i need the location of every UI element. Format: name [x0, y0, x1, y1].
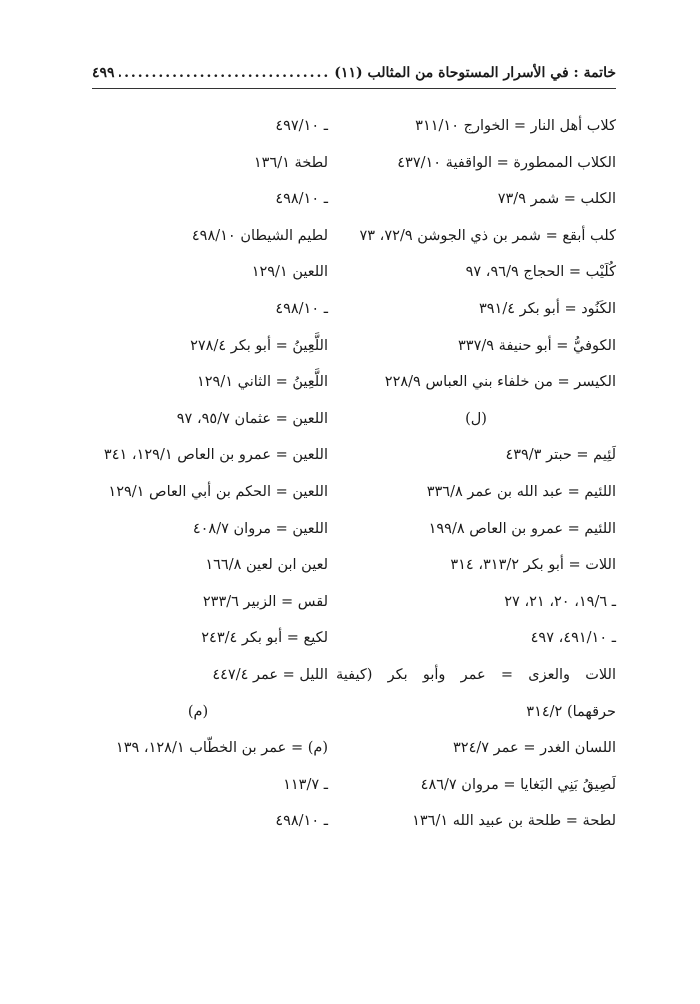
header-dot-leader — [119, 65, 331, 81]
header-rule — [92, 88, 616, 89]
index-entry: الكلب = شمر ٧٣/٩ — [497, 191, 616, 208]
index-entry: اللعين ١٢٩/١ — [251, 264, 328, 281]
index-entry: ـ ٤٩٨/١٠ — [275, 191, 328, 208]
index-entry: اللعين = مروان ٤٠٨/٧ — [192, 520, 328, 537]
index-entry: اللَّعِينُ = أبو بكر ٢٧٨/٤ — [190, 337, 328, 354]
index-entry: اللَّعِينُ = الثاني ١٢٩/١ — [196, 374, 328, 391]
index-entry: لطخة ١٣٦/١ — [253, 154, 328, 171]
index-entry: الكَنُود = أبو بكر ٣٩١/٤ — [478, 300, 616, 317]
index-entry: لَئِيم = حبتر ٤٣٩/٣ — [505, 447, 616, 464]
index-entry: الكيسر = من خلفاء بني العباس ٢٢٨/٩ — [384, 374, 616, 391]
index-entry: اللعين = عمرو بن العاص ١٢٩/١، ٣٤١ — [103, 447, 328, 464]
index-entry: ـ ١٩/٦، ٢٠، ٢١، ٢٧ — [504, 593, 616, 610]
index-entry: لكيع = أبو بكر ٢٤٣/٤ — [201, 630, 328, 647]
index-entry: حرقهما) ٣١٤/٢ — [526, 703, 616, 720]
index-entry: لقس = الزبير ٢٣٣/٦ — [202, 593, 328, 610]
index-entry: ـ ٤٩٧/١٠ — [275, 118, 328, 134]
header-title: خاتمة : في الأسرار المستوحاة من المثالب (١١) — [334, 65, 616, 81]
index-entry: اللعين = الحكم بن أبي العاص ١٢٩/١ — [108, 483, 328, 500]
index-entry: كُلَيْب = الحجاج ٩٦/٩، ٩٧ — [465, 264, 616, 281]
section-letter-heading: (ل) — [465, 410, 487, 427]
index-entry: ـ ٤٩١/١٠، ٤٩٧ — [530, 630, 616, 647]
index-entry: لطيم الشيطان ٤٩٨/١٠ — [191, 227, 328, 244]
page-number: ٤٩٩ — [92, 65, 115, 81]
index-entry: اللئيم = عمرو بن العاص ١٩٩/٨ — [428, 520, 616, 537]
index-entry: اللسان الغدر = عمر ٣٢٤/٧ — [453, 740, 616, 757]
index-entry: ـ ١١٣/٧ — [283, 776, 328, 793]
index-entry: لعين ابن لعين ١٦٦/٨ — [205, 557, 328, 574]
index-entry: الليل = عمر ٤٤٧/٤ — [212, 666, 328, 683]
index-entry: اللئيم = عبد الله بن عمر ٣٣٦/٨ — [426, 483, 616, 500]
index-entry: ـ ٤٩٨/١٠ — [275, 300, 328, 317]
index-entry: اللات والعزى = عمر وأبو بكر (كيفية — [336, 666, 616, 683]
index-entry: ـ ٤٩٨/١٠ — [275, 813, 328, 830]
index-entry: لطحة = طلحة بن عبيد الله ١٣٦/١ — [412, 813, 616, 830]
index-entry: كلاب أهل النار = الخوارج ٣١١/١٠ — [415, 118, 616, 134]
running-header — [92, 62, 616, 84]
index-column-left — [68, 108, 328, 840]
index-entry: اللعين = عثمان ٩٥/٧، ٩٧ — [176, 410, 328, 427]
index-column-right — [336, 108, 616, 840]
index-entry: (م) = عمر بن الخطّاب ١٢٨/١، ١٣٩ — [115, 740, 328, 757]
section-letter-heading: (م) — [187, 703, 209, 720]
index-entry: اللات = أبو بكر ٣١٣/٢، ٣١٤ — [450, 557, 616, 574]
index-entry: لَصِيقُ بَنِي البَغايا = مروان ٤٨٦/٧ — [420, 776, 616, 793]
index-entry: الكلاب الممطورة = الواقفية ٤٣٧/١٠ — [397, 154, 616, 171]
index-entry: كلب أبقع = شمر بن ذي الجوشن ٧٢/٩، ٧٣ — [359, 227, 616, 244]
index-entry: الكوفيُّ = أبو حنيفة ٣٣٧/٩ — [458, 337, 616, 354]
